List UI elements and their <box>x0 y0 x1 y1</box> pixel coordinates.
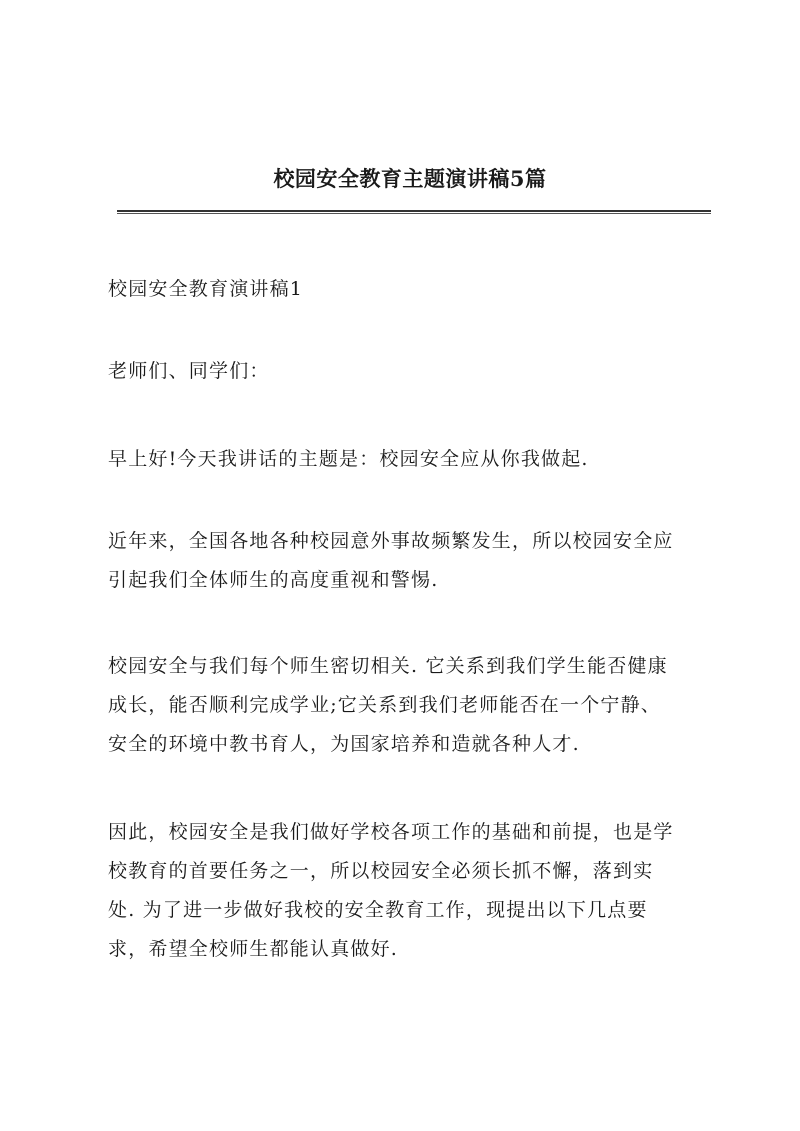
paragraph-line: 近年来，全国各地各种校园意外事故频繁发生，所以校园安全应 <box>108 530 674 552</box>
paragraph-line: 求，希望全校师生都能认真做好. <box>108 938 399 960</box>
paragraph-line: 处. 为了进一步做好我校的安全教育工作，现提出以下几点要 <box>108 899 648 921</box>
paragraph-line: 安全的环境中教书育人，为国家培养和造就各种人才. <box>108 733 580 755</box>
paragraph-line: 成长，能否顺利完成学业;它关系到我们老师能否在一个宁静、 <box>108 694 662 716</box>
paragraph-2 <box>108 522 720 600</box>
paragraph-3 <box>108 647 720 764</box>
paragraph-line: 校园安全与我们每个师生密切相关. 它关系到我们学生能否健康 <box>108 655 668 677</box>
greeting <box>108 352 720 391</box>
paragraph-line: 因此，校园安全是我们做好学校各项工作的基础和前提，也是学 <box>108 821 674 843</box>
document-title: 校园安全教育主题演讲稿5篇 <box>273 166 547 191</box>
paragraph-4 <box>108 813 720 969</box>
paragraph-line: 早上好!今天我讲话的主题是：校园安全应从你我做起. <box>108 448 589 470</box>
greeting-text: 老师们、同学们： <box>108 360 270 382</box>
paragraph-line: 校教育的首要任务之一，所以校园安全必须长抓不懈，落到实 <box>108 860 654 882</box>
section-heading-text: 校园安全教育演讲稿1 <box>108 278 304 300</box>
paragraph-line: 引起我们全体师生的高度重视和警惕. <box>108 569 439 591</box>
paragraph-1 <box>108 440 720 479</box>
title-divider <box>117 210 711 214</box>
section-heading <box>108 270 720 309</box>
